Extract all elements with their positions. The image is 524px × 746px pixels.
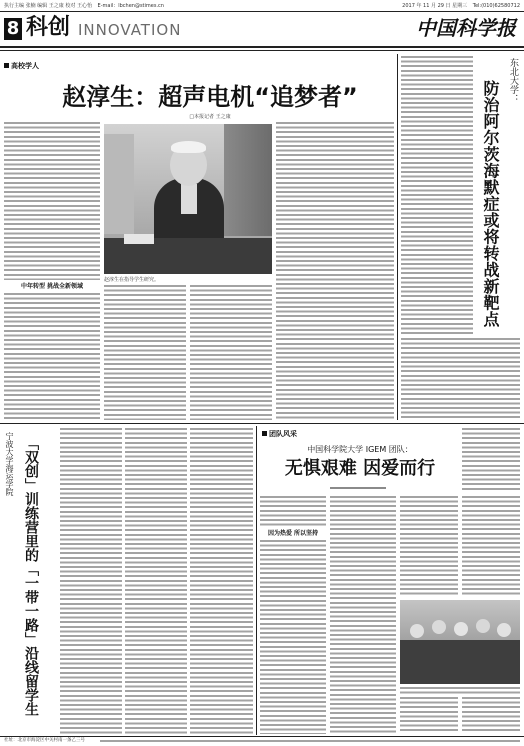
section-divider [0,423,524,424]
main-photo-caption: 赵淳生在指导学生研究。 [104,277,160,283]
footer-address: 社址：北京市海淀区中关村南一条乙三号 [4,738,85,743]
bottom-left-kicker: 宁波大学海运学院 [5,432,14,496]
bottom-right-text-col-1a [260,496,326,528]
bottom-left-headline: 「双创」训练营里的「一带一路」沿线留学生 [23,436,39,716]
sidebar-divider [397,54,398,420]
main-byline: □本报记者 王之康 [189,114,231,120]
bottom-right-text-col-4b [462,697,520,734]
bottom-right-text-col-1b [260,540,326,734]
header-date: 2017 年 11 月 29 日 星期三 [402,3,468,9]
page-number-box: 8 [4,18,22,40]
masthead-rule-thin [0,50,524,51]
main-text-col-1b [4,293,100,420]
team-photo [400,600,520,684]
sidebar-text-col-1 [401,56,473,334]
bottom-left-text-col-1 [60,428,122,734]
header-staff [4,3,164,9]
sidebar-kicker: 东北大学： [508,58,518,103]
photo-device [124,234,154,244]
bottom-left-text-col-3 [190,428,253,734]
team-photo-person [476,619,490,633]
bottom-right-subhead-1: 因为热爱 所以坚持 [267,530,319,537]
header-staff-names: 执行主编 张楠 编辑 王之康 校对 王心怡 [4,3,92,9]
masthead-rule-thick [0,46,524,48]
sidebar-text-col-2 [401,338,520,420]
bottom-divider [256,426,257,735]
photo-person-hair [171,141,206,153]
section-title-cn: 科创 [26,15,71,40]
team-photo-person [410,624,424,638]
section-title-en: INNOVATION [78,21,182,39]
column-tag-main: 高校学人 [4,62,39,70]
bottom-left-text-col-2 [125,428,187,734]
column-tag-team: 团队风采 [262,430,297,438]
header-rule [0,11,524,12]
main-photo [104,124,272,274]
team-photo-person [432,620,446,634]
bottom-right-headline: 无惧艰难 因爱而行 [284,458,436,479]
main-text-col-4 [276,122,394,420]
team-photo-person [454,622,468,636]
header-email: E-mail：lbchen@stimes.cn [97,3,164,9]
photo-background-shelf [224,124,272,236]
team-photo-person [497,623,511,637]
sidebar-headline: 防治阿尔茨海默症或将转战新靶点 [481,80,500,328]
main-text-col-2 [104,285,186,420]
main-text-col-3 [190,285,272,420]
paper-masthead-logo: 中国科学报 [416,16,516,40]
footer-contact-line [100,740,520,742]
team-photo-caption [400,687,520,694]
bottom-right-text-col-4a [462,496,520,596]
main-headline: 赵淳生：超声电机“追梦者” [62,83,358,111]
photo-background-wall [104,134,134,234]
photo-person-shirt [181,184,197,214]
footer-rule [0,736,524,737]
main-subhead-1: 中年转型 挑战全新领域 [20,283,84,290]
bottom-right-kicker: 中国科学院大学 IGEM 团队： [307,445,413,454]
bottom-right-text-col-3b [400,697,458,734]
main-text-col-1a [4,122,100,280]
bottom-right-text-col-2 [330,496,396,734]
bottom-right-byline [330,487,386,489]
bottom-right-text-top [462,428,520,490]
team-photo-bodies [400,640,520,684]
header-dateline [402,3,520,9]
bottom-right-text-col-3a [400,496,458,596]
header-tel: Tel:(010)62580712 [472,3,520,9]
